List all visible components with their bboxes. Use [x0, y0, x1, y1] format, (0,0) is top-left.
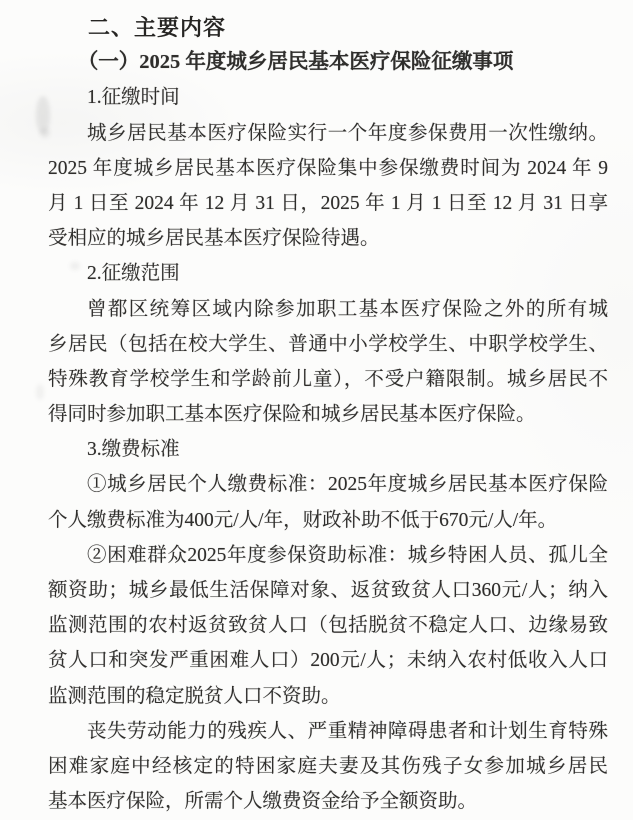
body-line: ②困难群众2025年度参保资助标准：城乡特困人员、孤儿全: [87, 544, 608, 566]
body-line: 曾都区统筹区域内除参加职工基本医疗保险之外的所有城: [87, 298, 608, 320]
body-line: 监测范围的稳定脱贫人口不资助。: [48, 685, 341, 707]
body-line: 困难家庭中经核定的特困家庭夫妻及其伤残子女参加城乡居民: [48, 755, 608, 777]
heading-main-content: 二、主要内容: [88, 15, 227, 40]
item-heading-payment-standard: 3.缴费标准: [87, 439, 180, 461]
heading-2025-insurance-collection: （一）2025 年度城乡居民基本医疗保险征缴事项: [77, 51, 514, 74]
item-heading-collection-time: 1.征缴时间: [87, 87, 180, 109]
body-line: 月 1 日至 2024 年 12 月 31 日，2025 年 1 月 1 日至 12 月 31 日享: [48, 192, 608, 214]
item-heading-collection-scope: 2.征缴范围: [87, 263, 180, 285]
body-line: 得同时参加职工基本医疗保险和城乡居民基本医疗保险。: [48, 404, 536, 426]
body-line: 2025 年度城乡居民基本医疗保险集中参保缴费时间为 2024 年 9: [48, 157, 608, 179]
body-line: 贫人口和突发严重困难人口）200元/人；未纳入农村低收入人口: [48, 650, 608, 672]
body-line: 受相应的城乡居民基本医疗保险待遇。: [48, 228, 380, 250]
body-line: 丧失劳动能力的残疾人、严重精神障碍患者和计划生育特殊: [87, 720, 608, 742]
body-line: 特殊教育学校学生和学龄前儿童），不受户籍限制。城乡居民不: [48, 368, 608, 390]
body-line: 额资助；城乡最低生活保障对象、返贫致贫人口360元/人；纳入: [48, 580, 608, 601]
body-line: 基本医疗保险，所需个人缴费资金给予全额资助。: [48, 791, 478, 813]
body-line: 个人缴费标准为400元/人/年，财政补助不低于670元/人/年。: [48, 509, 558, 531]
body-line: ①城乡居民个人缴费标准：2025年度城乡居民基本医疗保险: [87, 474, 608, 496]
body-line: 乡居民（包括在校大学生、普通中小学校学生、中职学校学生、: [48, 333, 608, 355]
body-line: 监测范围的农村返贫致贫人口（包括脱贫不稳定人口、边缘易致: [48, 615, 608, 637]
body-line: 城乡居民基本医疗保险实行一个年度参保费用一次性缴纳。: [87, 122, 608, 144]
